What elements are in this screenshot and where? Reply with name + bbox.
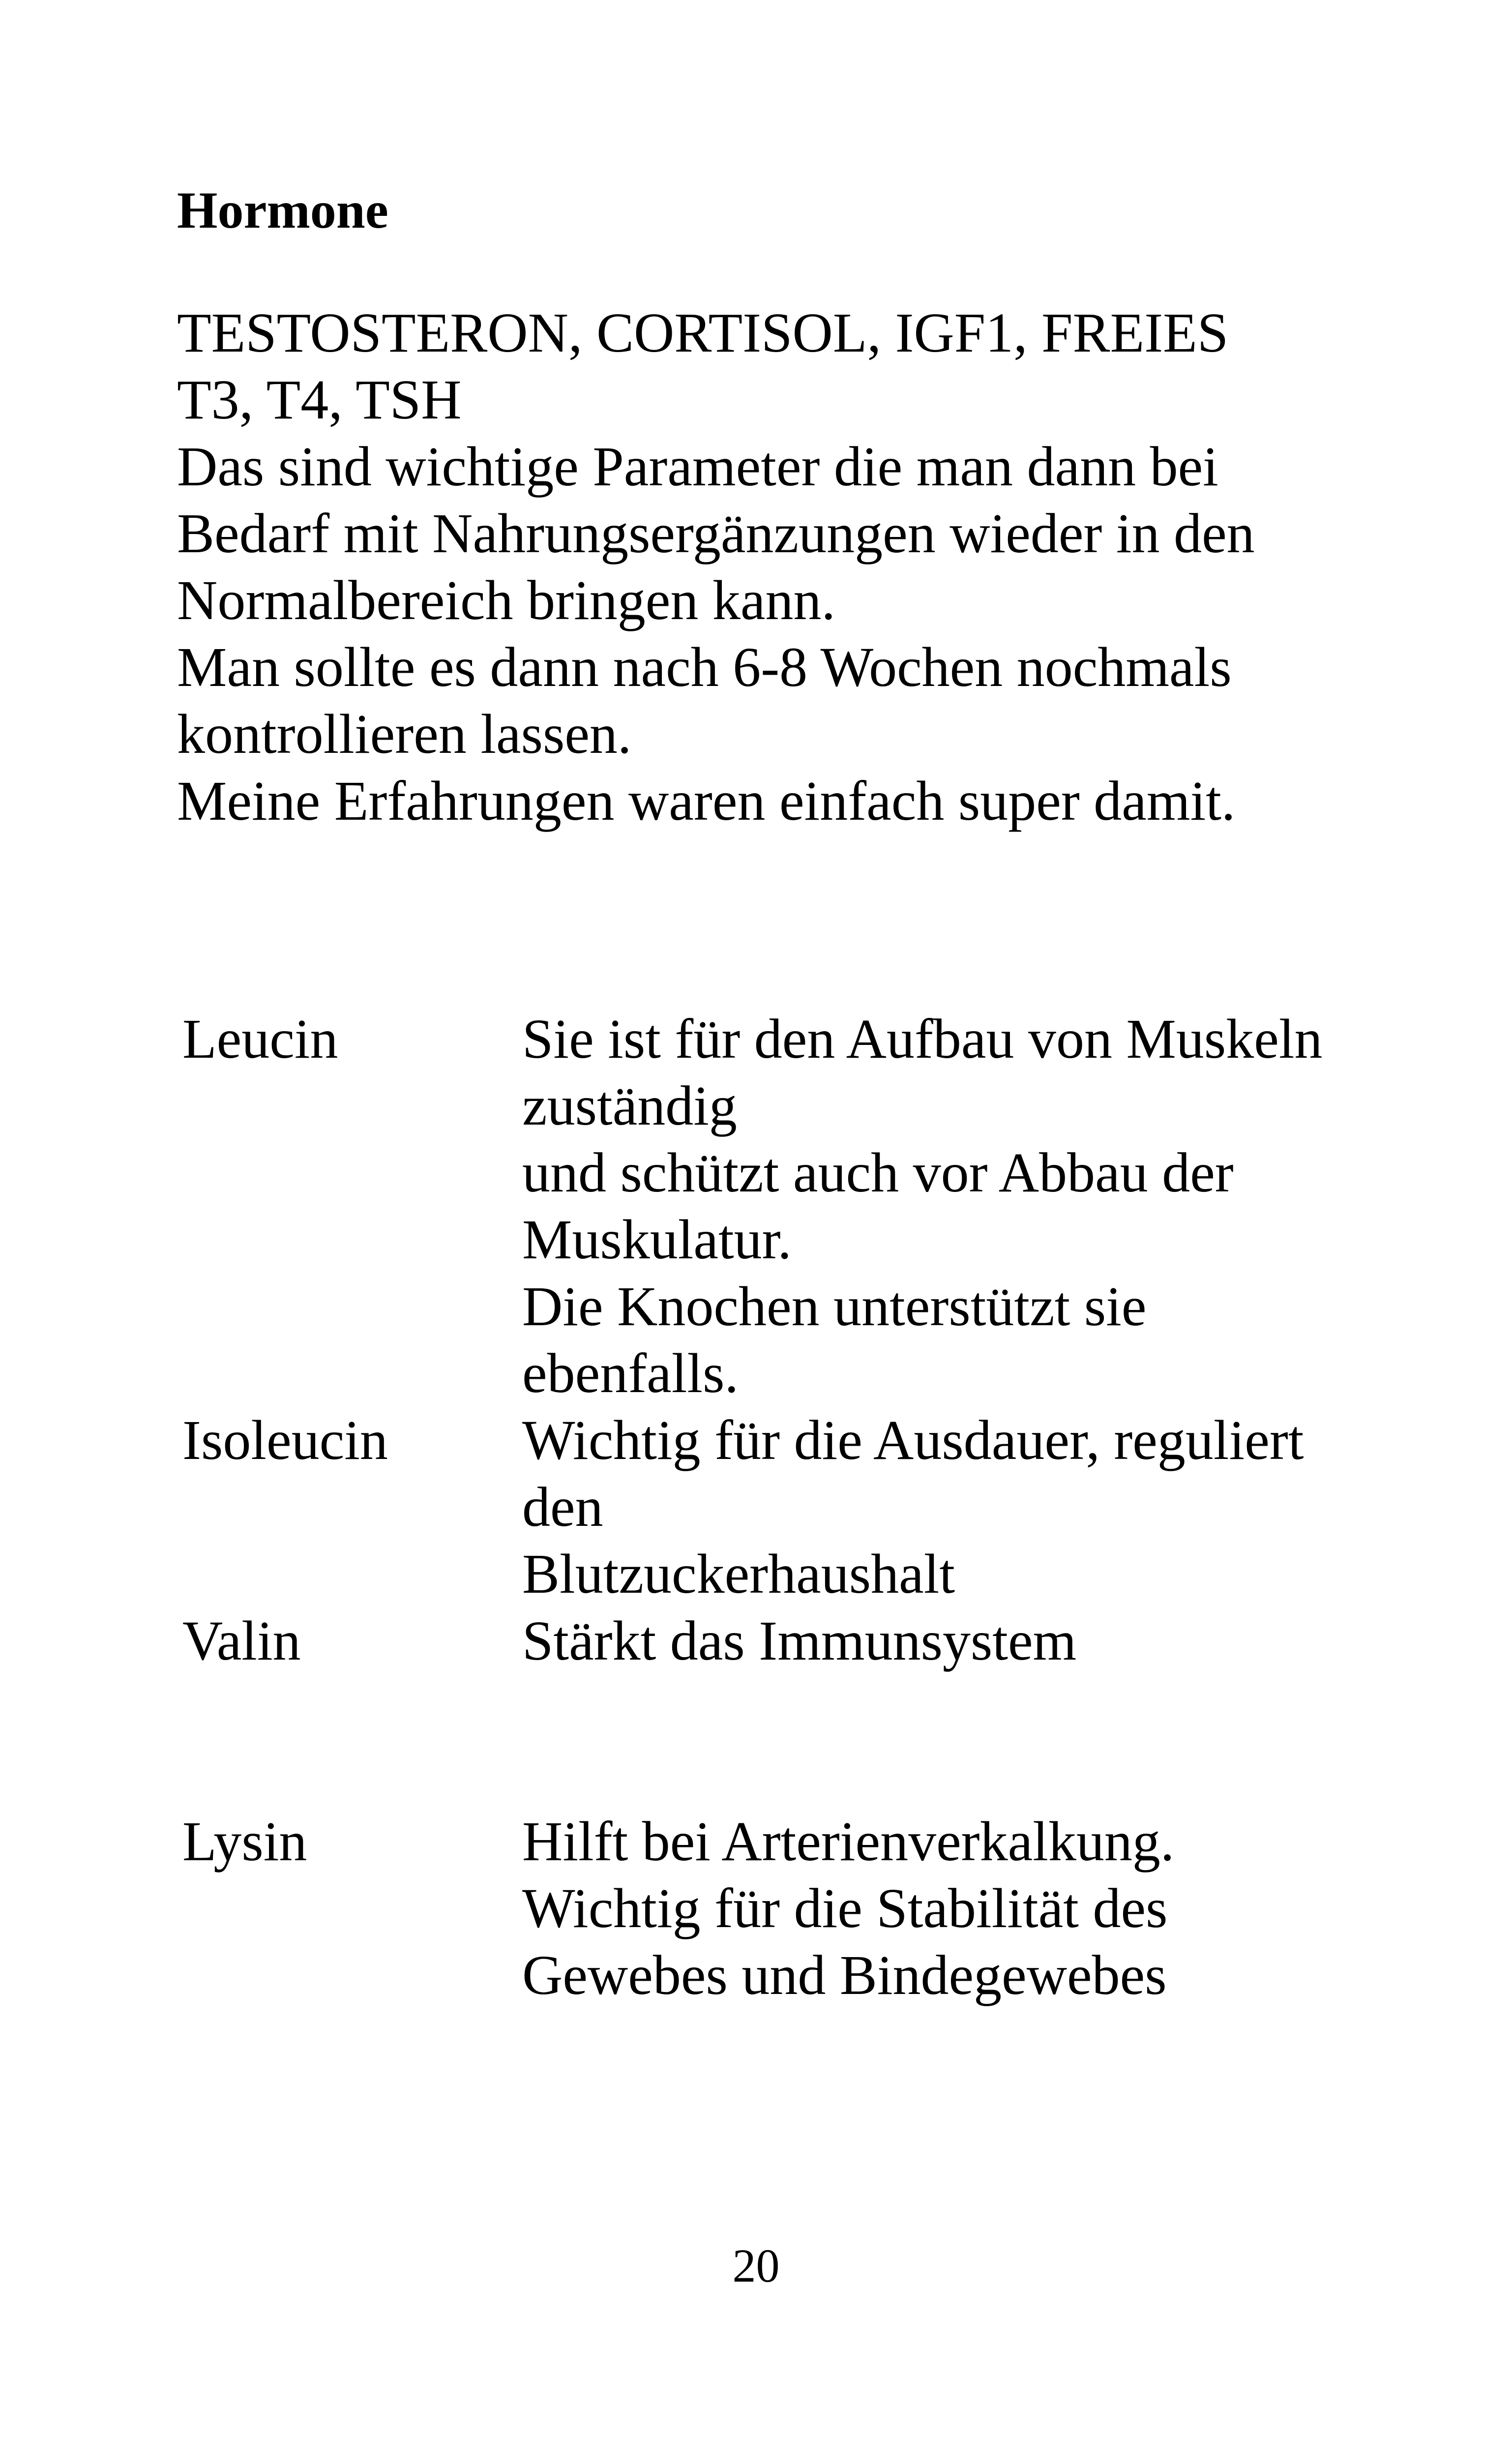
intro-line: Normalbereich bringen kann. (177, 569, 835, 631)
description-line: Gewebes und Bindegewebes (522, 1944, 1167, 2006)
intro-line: Meine Erfahrungen waren einfach super damit. (177, 770, 1236, 832)
term-leucin: Leucin (182, 1008, 338, 1070)
description-line: und schützt auch vor Abbau der (522, 1141, 1234, 1204)
intro-line: Das sind wichtige Parameter die man dann bei (177, 435, 1218, 498)
description-leucin (522, 1006, 1323, 1407)
description-isoleucin (522, 1407, 1304, 1607)
description-line: ebenfalls. (522, 1342, 739, 1404)
term-valin: Valin (182, 1609, 301, 1672)
description-valin (522, 1607, 1076, 1674)
description-line: Sie ist für den Aufbau von Muskeln (522, 1008, 1323, 1070)
intro-line: kontrollieren lassen. (177, 703, 632, 765)
intro-line: Bedarf mit Nahrungsergänzungen wieder in den (177, 502, 1255, 565)
description-line: Stärkt das Immunsystem (522, 1609, 1077, 1672)
term-isoleucin: Isoleucin (182, 1409, 388, 1471)
description-line: Wichtig für die Stabilität des (522, 1877, 1168, 1939)
intro-paragraph (177, 299, 1367, 834)
description-line: den (522, 1476, 603, 1538)
description-lysin (522, 1808, 1174, 2009)
page-number: 20 (732, 2239, 780, 2292)
description-line: zuständig (522, 1074, 737, 1137)
description-line: Blutzuckerhaushalt (522, 1543, 955, 1605)
term-lysin: Lysin (182, 1810, 307, 1873)
intro-line: TESTOSTERON, CORTISOL, IGF1, FREIES (177, 301, 1229, 364)
intro-line: T3, T4, TSH (177, 368, 462, 431)
description-line: Muskulatur. (522, 1208, 792, 1271)
section-heading: Hormone (177, 181, 388, 239)
description-line: Hilft bei Arterienverkalkung. (522, 1810, 1175, 1873)
intro-line: Man sollte es dann nach 6-8 Wochen nochmals (177, 636, 1232, 698)
description-line: Die Knochen unterstützt sie (522, 1275, 1147, 1338)
description-line: Wichtig für die Ausdauer, reguliert (522, 1409, 1304, 1471)
